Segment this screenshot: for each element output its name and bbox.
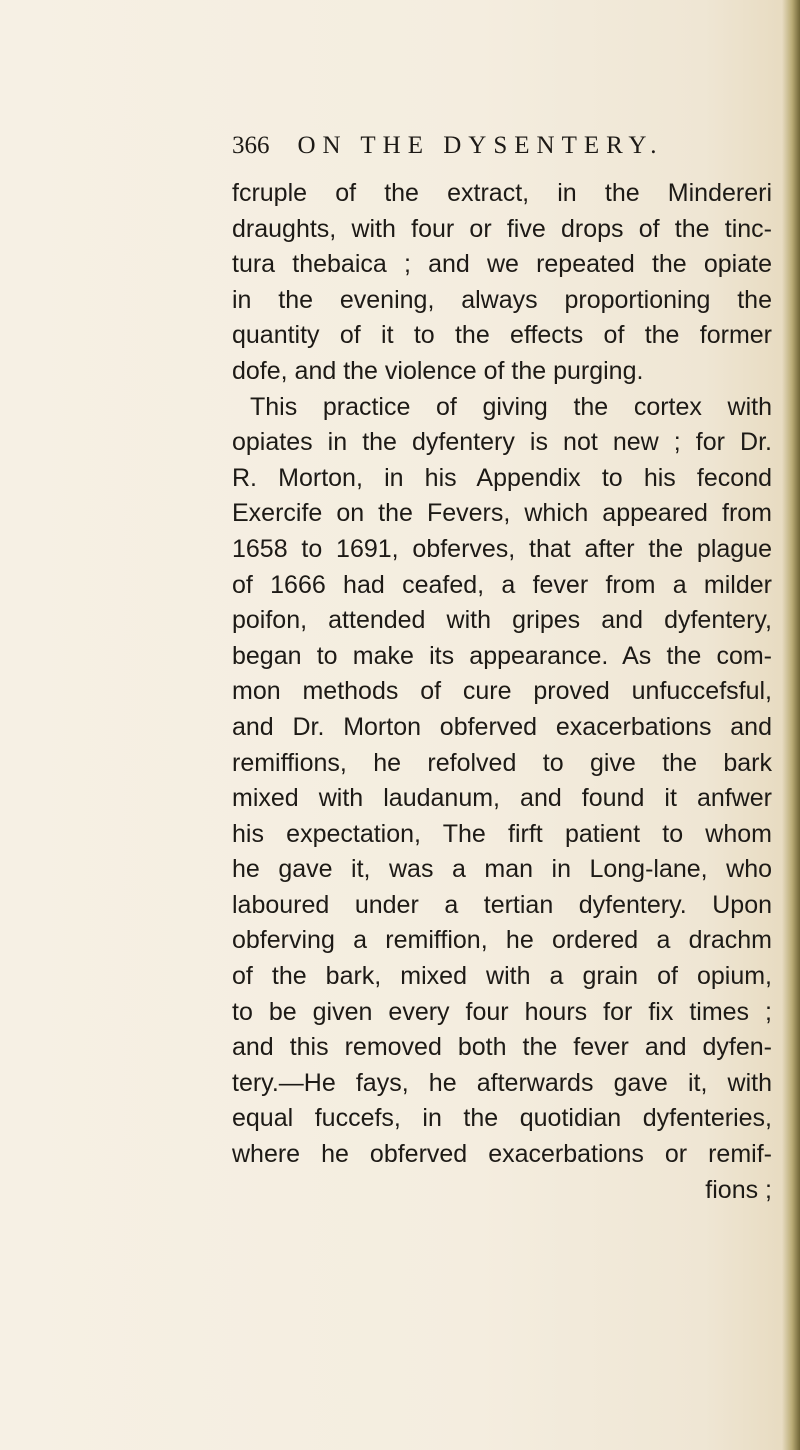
text-line: R. Morton, in his Appendix to his fecond	[232, 463, 772, 492]
text-line: where he obferved exacerbations or remif-	[232, 1140, 772, 1169]
text-line: tura thebaica ; and we repeated the opiate	[232, 250, 772, 279]
page-number: 366	[232, 132, 270, 159]
text-line: This practice of giving the cortex with	[250, 392, 772, 421]
text-line: tery.—He fays, he afterwards gave it, with	[232, 1068, 772, 1097]
text-line: draughts, with four or five drops of the tinc-	[232, 214, 772, 243]
text-line: 1658 to 1691, obferves, that after the plague	[232, 534, 772, 563]
text-line: mon methods of cure proved unfuccefsful,	[232, 677, 772, 706]
text-line: his expectation, The firft patient to whom	[232, 819, 772, 848]
catchword: fions ;	[705, 1175, 772, 1204]
text-line: began to make its appearance. As the com-	[232, 641, 772, 670]
text-line: laboured under a tertian dyfentery. Upon	[232, 890, 772, 919]
text-line: obferving a remiffion, he ordered a drachm	[232, 926, 772, 955]
text-line: opiates in the dyfentery is not new ; for Dr.	[232, 428, 772, 457]
text-line: to be given every four hours for fix times ;	[232, 997, 772, 1026]
page-edge-shadow	[782, 0, 800, 1450]
text-line: and this removed both the fever and dyfen-	[232, 1033, 772, 1062]
text-line: fcruple of the extract, in the Mindereri	[232, 179, 772, 207]
text-line: Exercife on the Fevers, which appeared from	[232, 499, 772, 528]
text-line: mixed with laudanum, and found it anfwer	[232, 784, 772, 813]
text-line: dofe, and the violence of the purging.	[232, 356, 644, 385]
text-line: quantity of it to the effects of the former	[232, 321, 772, 350]
text-line: and Dr. Morton obferved exacerbations and	[232, 712, 772, 741]
text-line: he gave it, was a man in Long-lane, who	[232, 855, 772, 884]
text-line: of the bark, mixed with a grain of opium,	[232, 962, 772, 991]
body-text	[232, 176, 772, 1208]
text-line: in the evening, always proportioning the	[232, 285, 772, 314]
text-line: poifon, attended with gripes and dyfentery,	[232, 606, 772, 635]
text-line: remiffions, he refolved to give the bark	[232, 748, 772, 777]
page-header	[232, 132, 664, 172]
running-head: ON THE DYSENTERY.	[297, 132, 664, 159]
text-line: of 1666 had ceafed, a fever from a milder	[232, 570, 772, 599]
text-line: equal fuccefs, in the quotidian dyfenteries,	[232, 1104, 772, 1133]
